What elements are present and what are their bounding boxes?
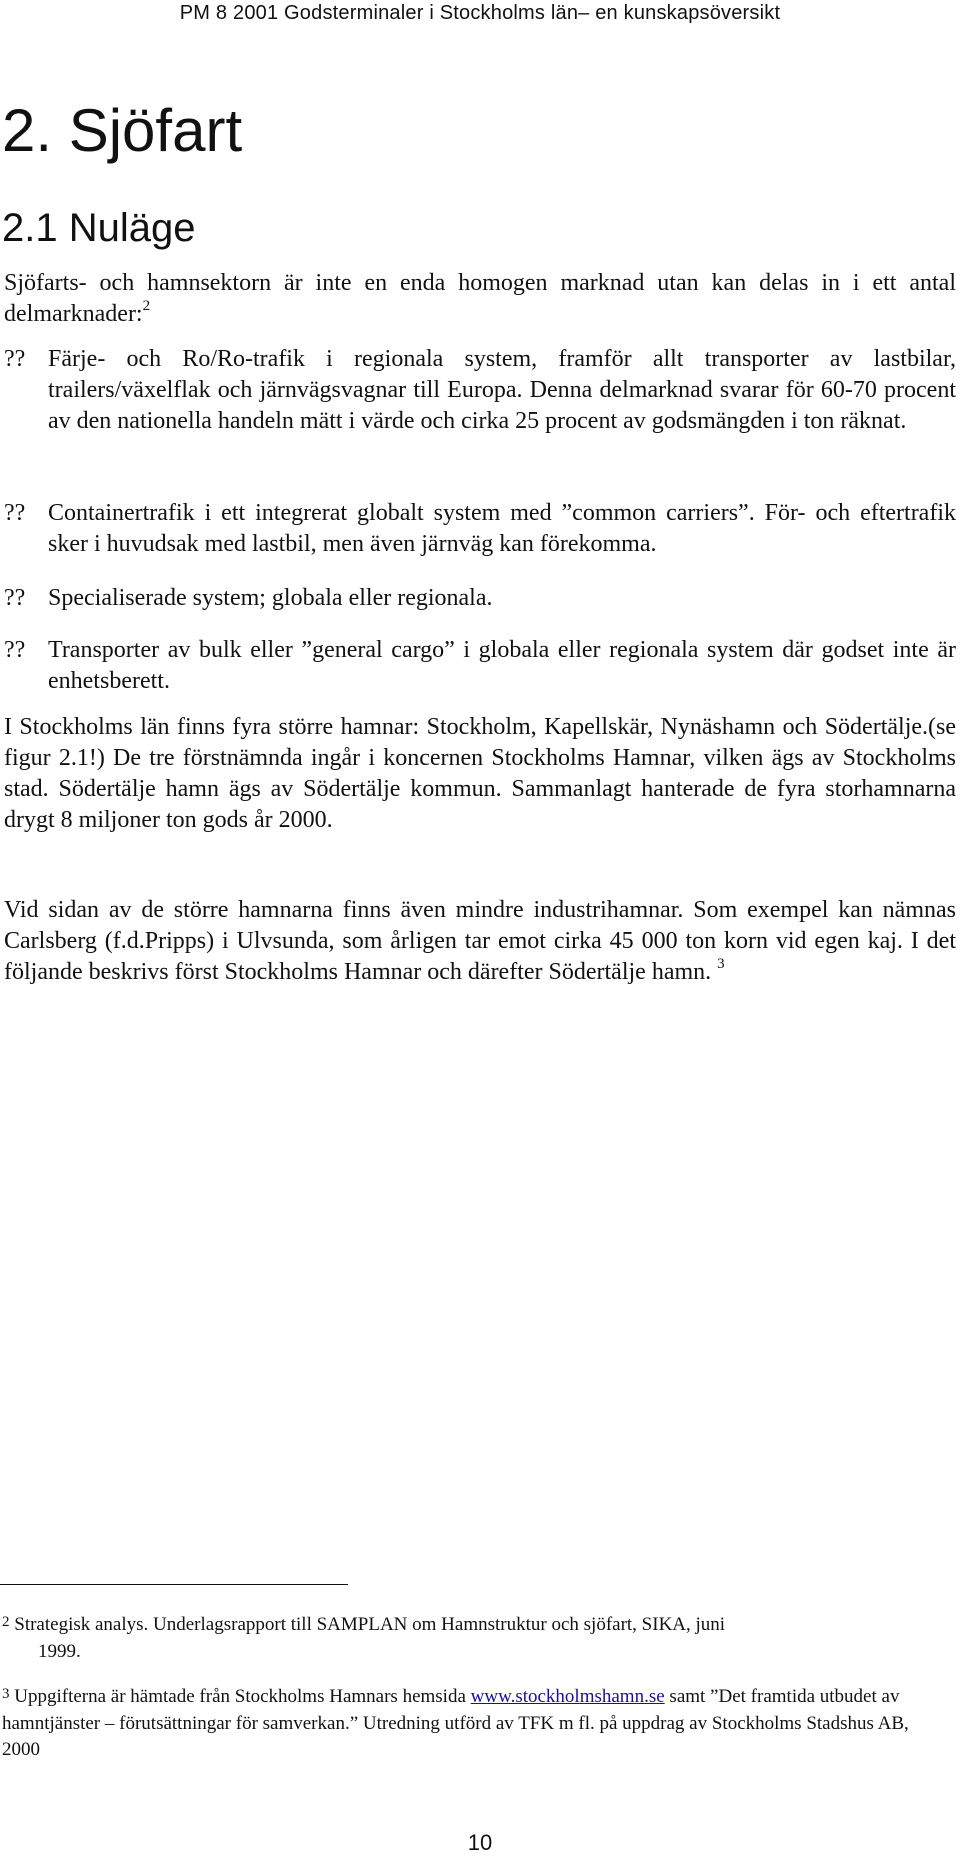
section-title: 2.1 Nuläge [2, 206, 196, 250]
paragraph-industrihamnar [4, 895, 956, 988]
list-item-text: Färje- och Ro/Ro-trafik i regionala system, framför allt transporter av lastbilar, trailers/växelflak och järnvägsvagnar till Europa. Denna delmarknad svarar för 60-70 procent av den nationella handeln mätt i värde och cirka 25 procent av godsmängden i ton räknat. [48, 346, 956, 434]
list-item [4, 344, 956, 437]
footnote-ref-2[interactable]: 2 [142, 298, 151, 314]
running-header: PM 8 2001 Godsterminaler i Stockholms län– en kunskapsöversikt [179, 2, 781, 24]
list-item [4, 583, 956, 614]
footnote-text-continued: 1999. [38, 1641, 81, 1662]
paragraph-text: Vid sidan av de större hamnarna finns även mindre industrihamnar. Som exempel kan nämnas Carlsberg (f.d.Pripps) i Ulvsunda, som årligen tar emot cirka 45 000 ton korn vid egen kaj. I det följande beskrivs först Stockholms Hamnar och därefter Södertälje hamn. [4, 897, 956, 985]
footnote-2 [2, 1612, 950, 1665]
page-number: 10 [467, 1830, 493, 1855]
footnote-separator [0, 1584, 348, 1585]
chapter-title: 2. Sjöfart [2, 97, 243, 164]
list-item-text: Specialiserade system; globala eller regionala. [48, 585, 493, 611]
footnote-text: Strategisk analys. Underlagsrapport till SAMPLAN om Hamnstruktur och sjöfart, SIKA, juni [14, 1614, 726, 1635]
list-item [4, 498, 956, 560]
list-item-text: Transporter av bulk eller ”general cargo” i globala eller regionala system där godset inte är enhetsberett. [48, 637, 956, 694]
list-item-text: Containertrafik i ett integrerat globalt system med ”common carriers”. För- och eftertrafik sker i huvudsak med lastbil, men även järnväg kan förekomma. [48, 500, 956, 557]
bullet-marker: ?? [4, 500, 26, 526]
footnote-text-continued: samt ”Det framtida utbudet av hamntjänster – förutsättningar för samverkan.” Utredning utförd av TFK m fl. på uppdrag av Stockholms Stadshus AB, 2000 [2, 1686, 909, 1760]
footnote-text: Uppgifterna är hämtade från Stockholms Hamnars hemsida [14, 1686, 471, 1707]
footnote-number: 3 [2, 1686, 10, 1702]
intro-text: Sjöfarts- och hamnsektorn är inte en enda homogen marknad utan kan delas in i ett antal delmarknader: [4, 270, 956, 327]
paragraph-hamnar: I Stockholms län finns fyra större hamnar: Stockholm, Kapellskär, Nynäshamn och Södertälje.(se figur 2.1!) De tre förstnämnda ingår i koncernen Stockholms Hamnar, vilken ägs av Stockholms stad. Södertälje hamn ägs av Södertälje kommun. Sammanlagt hanterade de fyra storhamnarna drygt 8 miljoner ton gods år 2000. [4, 714, 956, 833]
bullet-marker: ?? [4, 637, 26, 663]
footnote-ref-3[interactable]: 3 [717, 956, 725, 972]
bullet-marker: ?? [4, 585, 26, 611]
stockholmshamn-link[interactable]: www.stockholmshamn.se [470, 1686, 665, 1707]
list-item [4, 635, 956, 697]
footnote-3 [2, 1684, 950, 1763]
intro-paragraph [4, 268, 956, 330]
bullet-marker: ?? [4, 346, 26, 372]
footnote-number: 2 [2, 1614, 10, 1630]
